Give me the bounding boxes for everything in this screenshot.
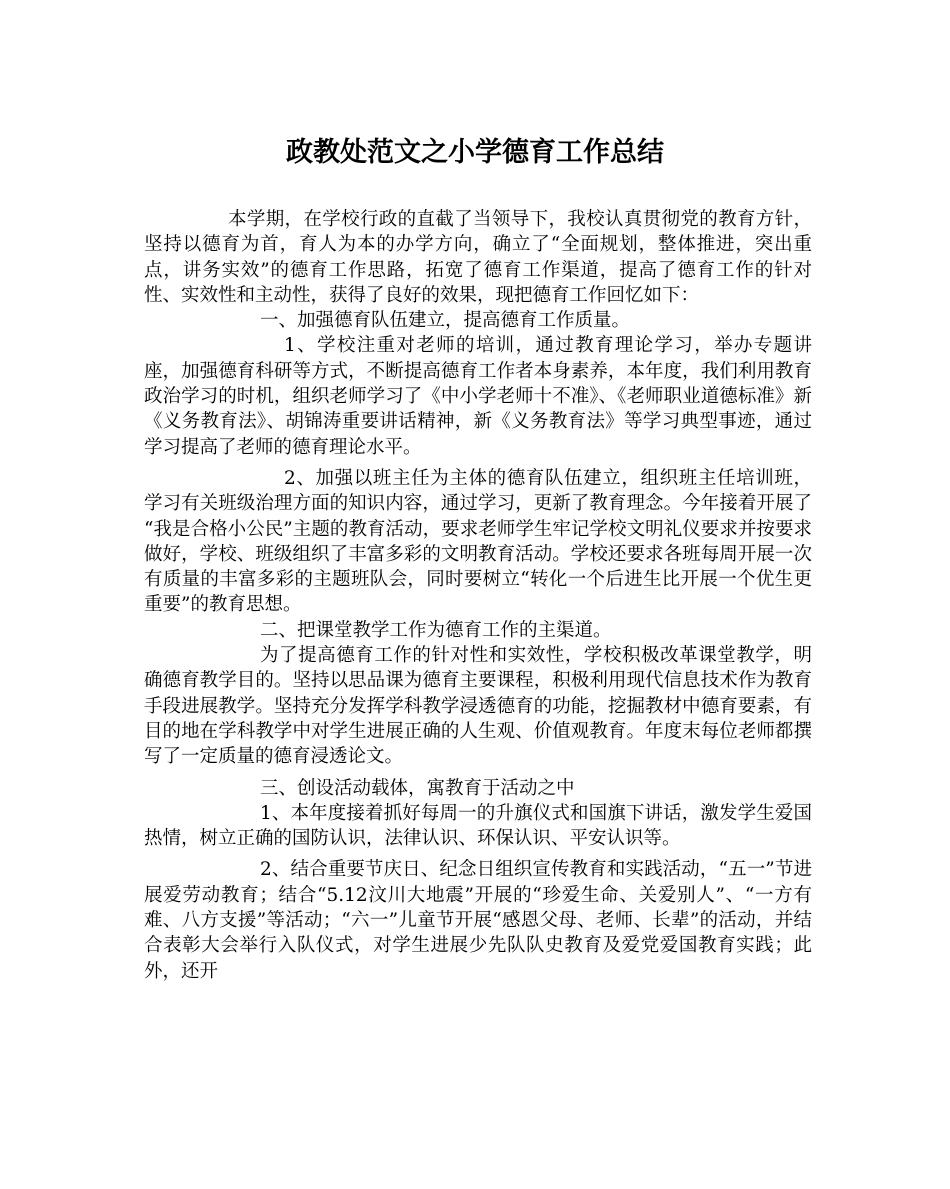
paragraph-3-1: 1、本年度接着抓好每周一的升旗仪式和国旗下讲话，激发学生爱国热情，树立正确的国防认识，法律认识、环保认识、平安认识等。 [144, 802, 812, 850]
section-heading-3: 三、创设活动载体，寓教育于活动之中 [260, 777, 575, 799]
section-heading-2: 二、把课堂教学工作为德育工作的主渠道。 [260, 619, 612, 641]
paragraph-2-1: 为了提高德育工作的针对性和实效性，学校积极改革课堂教学，明确德育教学目的。坚持以思品课为德育主要课程，积极利用现代信息技术作为教育手段进展教学。坚持充分发挥学科教学浸透德育的功能，挖掘教材中德育要素，有目的地在学科教学中对学生进展正确的人生观、价值观教育。年度末每位老师都撰写了一定质量的德育浸透论文。 [144, 645, 812, 768]
document-title: 政教处范文之小学德育工作总结 [286, 137, 664, 168]
section-heading-1: 一、加强德育队伍建立，提高德育工作质量。 [260, 310, 631, 332]
document-body [144, 207, 812, 984]
paragraph-intro: 本学期，在学校行政的直截了当领导下，我校认真贯彻党的教育方针，坚持以德育为首，育人为本的办学方向，确立了“全面规划，整体推进，突出重点，讲务实效”的德育工作思路，拓宽了德育工作渠道，提高了德育工作的针对性、实效性和主动性，获得了良好的效果，现把德育工作回忆如下： [144, 209, 812, 306]
paragraph-3-2: 2、结合重要节庆日、纪念日组织宣传教育和实践活动，“五一”节进展爱劳动教育；结合“5.12汶川大地震”开展的“珍爱生命、关爱别人”、“一方有难、八方支援”等活动；“六一”儿童节开展“感恩父母、老师、长辈”的活动，并结合表彰大会举行入队仪式，对学生进展少先队队史教育及爱党爱国教育实践；此外，还开 [144, 859, 812, 982]
paragraph-1-1: 1、学校注重对老师的培训，通过教育理论学习，举办专题讲座，加强德育科研等方式，不断提高德育工作者本身素养，本年度，我们利用教育政治学习的时机，组织老师学习了《中小学老师十不准》、《老师职业道德标准》新《义务教育法》、胡锦涛重要讲话精神，新《义务教育法》等学习典型事迹，通过学习提高了老师的德育理论水平。 [144, 335, 812, 458]
paragraph-1-2: 2、加强以班主任为主体的德育队伍建立，组织班主任培训班，学习有关班级治理方面的知识内容，通过学习，更新了教育理念。今年接着开展了 “我是合格小公民”主题的教育活动，要求老师学生牢记学校文明礼仪要求并按要求做好，学校、班级组织了丰富多彩的文明教育活动。学校还要求各班每周开展一次有质量的丰富多彩的主题班队会，同时要树立“转化一个后进生比开展一个优生更重要”的教育思想。 [144, 467, 812, 616]
